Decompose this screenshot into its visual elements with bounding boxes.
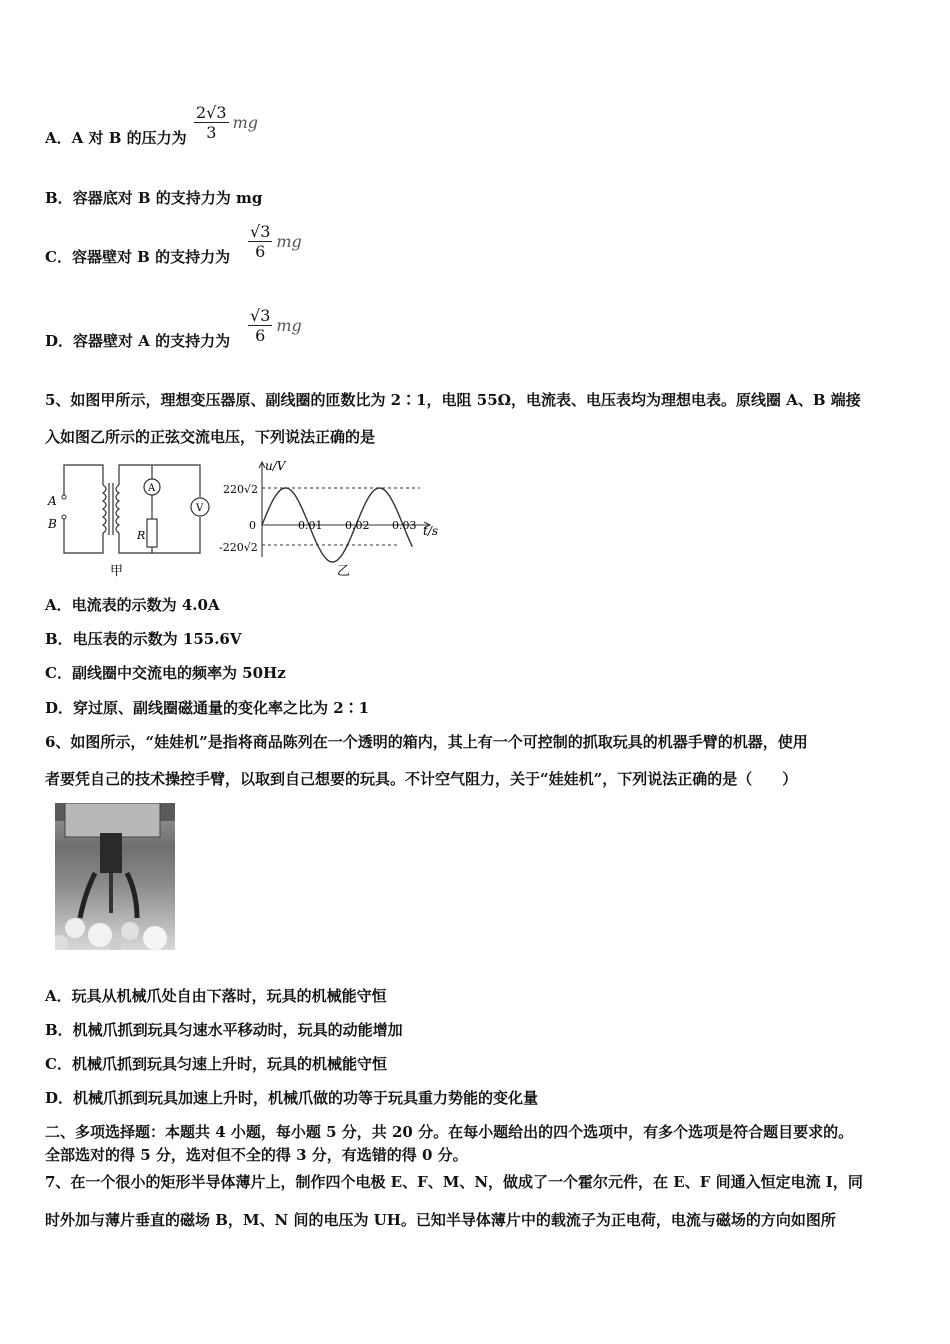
q5-figure <box>40 455 450 580</box>
fraction-a: $\frac{2√3}{3}$ mg <box>196 103 258 142</box>
q6-option-a: A．玩具从机械爪处自由下落时，玩具的机械能守恒 <box>45 987 387 1005</box>
q6-stem-line2: 者要凭自己的技术操控手臂，以取到自己想要的玩具。不计空气阻力，关于“娃娃机”，下列说法正确的是（ ） <box>45 770 798 788</box>
fraction-d: $\frac{√3}{6}$ mg <box>250 306 302 345</box>
y-min-label: -220√2 <box>219 541 258 554</box>
fraction-denominator: 3 <box>206 123 217 142</box>
tick-label-3: 0.03 <box>392 519 417 532</box>
y-max-label: 220√2 <box>223 483 259 496</box>
q5-option-a: A．电流表的示数为 4.0A <box>45 596 220 614</box>
q4-option-d: D．容器壁对 A 的支持力为 <box>45 332 231 350</box>
voltage-graph <box>259 462 430 562</box>
q6-option-d: D．机械爪抓到玩具加速上升时，机械爪做的功等于玩具重力势能的变化量 <box>45 1089 539 1107</box>
resistor <box>147 519 157 547</box>
q4-option-a: A．A 对 B 的压力为 <box>45 129 187 147</box>
q6-stem-line1: 6、如图所示，“娃娃机”是指将商品陈列在一个透明的箱内，其上有一个可控制的抓取玩具的机器手臂的机器，使用 <box>45 733 808 751</box>
terminal-b-label: B <box>48 517 57 531</box>
ammeter-label: A <box>148 483 156 494</box>
q4-option-c: C．容器壁对 B 的支持力为 <box>45 248 231 266</box>
terminal-a-label: A <box>48 494 57 508</box>
origin-label: 0 <box>249 519 256 532</box>
figure-left-caption: 甲 <box>110 564 124 579</box>
section2-line2: 全部选对的得 5 分，选对但不全的得 3 分，有选错的得 0 分。 <box>45 1146 468 1164</box>
q5-option-b: B．电压表的示数为 155.6V <box>45 630 242 648</box>
y-axis-label: u/V <box>265 459 286 473</box>
x-axis-label: t/s <box>423 524 439 538</box>
q6-option-c: C．机械爪抓到玩具匀速上升时，玩具的机械能守恒 <box>45 1055 387 1073</box>
q7-line2: 时外加与薄片垂直的磁场 B，M、N 间的电压为 UH。已知半导体薄片中的载流子为正电荷，电流与磁场的方向如图所 <box>45 1211 836 1229</box>
resistor-label: R <box>137 529 146 542</box>
q4-option-b: B．容器底对 B 的支持力为 mg <box>45 189 263 207</box>
claw-machine-photo <box>55 803 175 950</box>
fraction-c: $\frac{√3}{6}$ mg <box>250 222 302 261</box>
tick-label-1: 0.01 <box>298 519 323 532</box>
q6-option-b: B．机械爪抓到玩具匀速水平移动时，玩具的动能增加 <box>45 1021 403 1039</box>
q5-option-d: D．穿过原、副线圈磁通量的变化率之比为 2∶1 <box>45 699 370 717</box>
voltmeter-label: V <box>196 503 204 514</box>
q7-line1: 7、在一个很小的矩形半导体薄片上，制作四个电极 E、F、M、N，做成了一个霍尔元件，在 E、F 间通入恒定电流 I，同 <box>45 1173 863 1191</box>
q5-stem-line1: 5、如图甲所示，理想变压器原、副线圈的匝数比为 2∶1，电阻 55Ω，电流表、电压表均为理想电表。原线圈 A、B 端接 <box>45 391 861 409</box>
figure-right-caption: 乙 <box>337 564 351 579</box>
q5-stem-line2: 入如图乙所示的正弦交流电压，下列说法正确的是 <box>45 428 376 446</box>
section2-line1: 二、多项选择题：本题共 4 小题，每小题 5 分，共 20 分。在每小题给出的四个选项中，有多个选项是符合题目要求的。 <box>45 1123 854 1141</box>
tick-label-2: 0.02 <box>345 519 370 532</box>
q5-option-c: C．副线圈中交流电的频率为 50Hz <box>45 664 286 682</box>
fraction-numerator: 2√3 <box>196 103 227 122</box>
